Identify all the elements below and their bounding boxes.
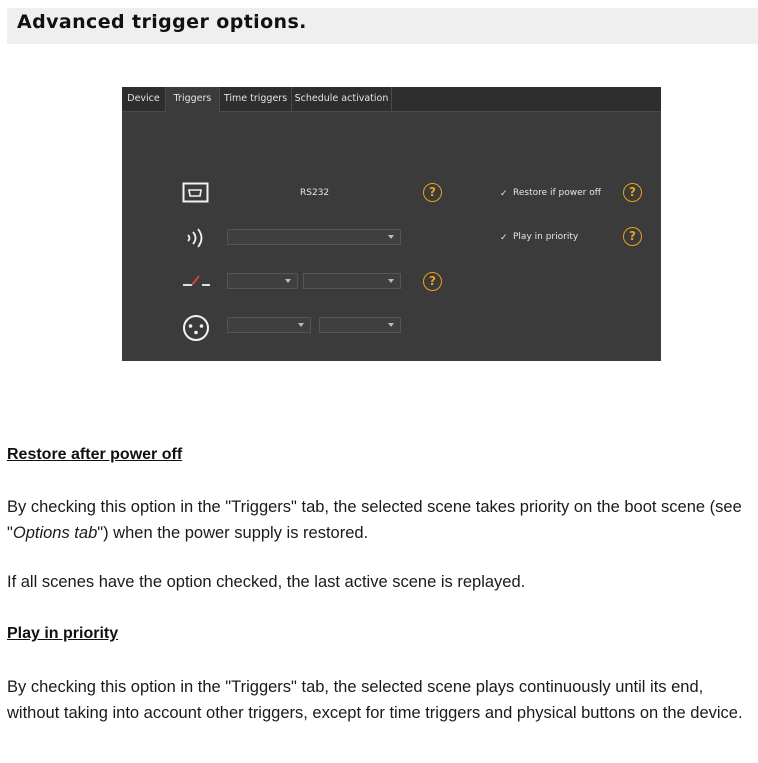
dmx-select-1[interactable] [227,317,311,333]
contact-select-1[interactable] [227,273,298,289]
chevron-down-icon [388,323,394,327]
triggers-screenshot [122,87,661,361]
tab-device[interactable]: Device [122,87,166,111]
restore-if-power-off-checkbox[interactable] [500,188,601,199]
restore-text-before: By checking this option in the "Triggers" tab, the selected scene takes priority on the boot scene (see " [7,498,742,542]
restore-heading: Restore after power off [7,446,183,463]
tab-triggers[interactable]: Triggers [166,87,220,112]
title-bar [7,8,758,44]
rs232-port-icon [182,182,210,204]
priority-check-icon: ✓ [500,233,508,243]
chevron-down-icon [388,279,394,283]
play-in-priority-label: Play in priority [513,232,579,242]
chevron-down-icon [298,323,304,327]
dmx-select-2[interactable] [319,317,401,333]
priority-paragraph-1: By checking this option in the "Triggers" tab, the selected scene plays continuously until its end, without taking into account other triggers, except for time triggers and physical buttons on the device. [7,678,743,722]
restore-help-icon[interactable]: ? [623,183,642,202]
contact-help-icon[interactable]: ? [423,272,442,291]
tab-schedule-activation[interactable]: Schedule activation [292,87,392,111]
options-tab-reference: Options tab [12,524,98,542]
dmx-connector-icon [182,314,210,342]
wireless-icon [185,226,209,250]
rs232-label: RS232 [300,188,330,198]
contact-select-2[interactable] [303,273,401,289]
chevron-down-icon [388,235,394,239]
tab-time-triggers[interactable]: Time triggers [220,87,292,111]
page-title: Advanced trigger options. [17,11,307,33]
priority-heading: Play in priority [7,625,119,642]
restore-check-icon: ✓ [500,189,508,199]
restore-text-after: ") when the power supply is restored. [97,524,369,542]
chevron-down-icon [285,279,291,283]
tab-bar [122,87,661,112]
restore-paragraph-2: If all scenes have the option checked, the last active scene is replayed. [7,573,526,591]
restore-if-power-off-label: Restore if power off [513,188,601,198]
rs232-help-icon[interactable]: ? [423,183,442,202]
switch-contact-icon [182,273,212,289]
play-in-priority-checkbox[interactable] [500,232,578,243]
restore-paragraph-1 [7,494,755,546]
wireless-select[interactable] [227,229,401,245]
priority-help-icon[interactable]: ? [623,227,642,246]
